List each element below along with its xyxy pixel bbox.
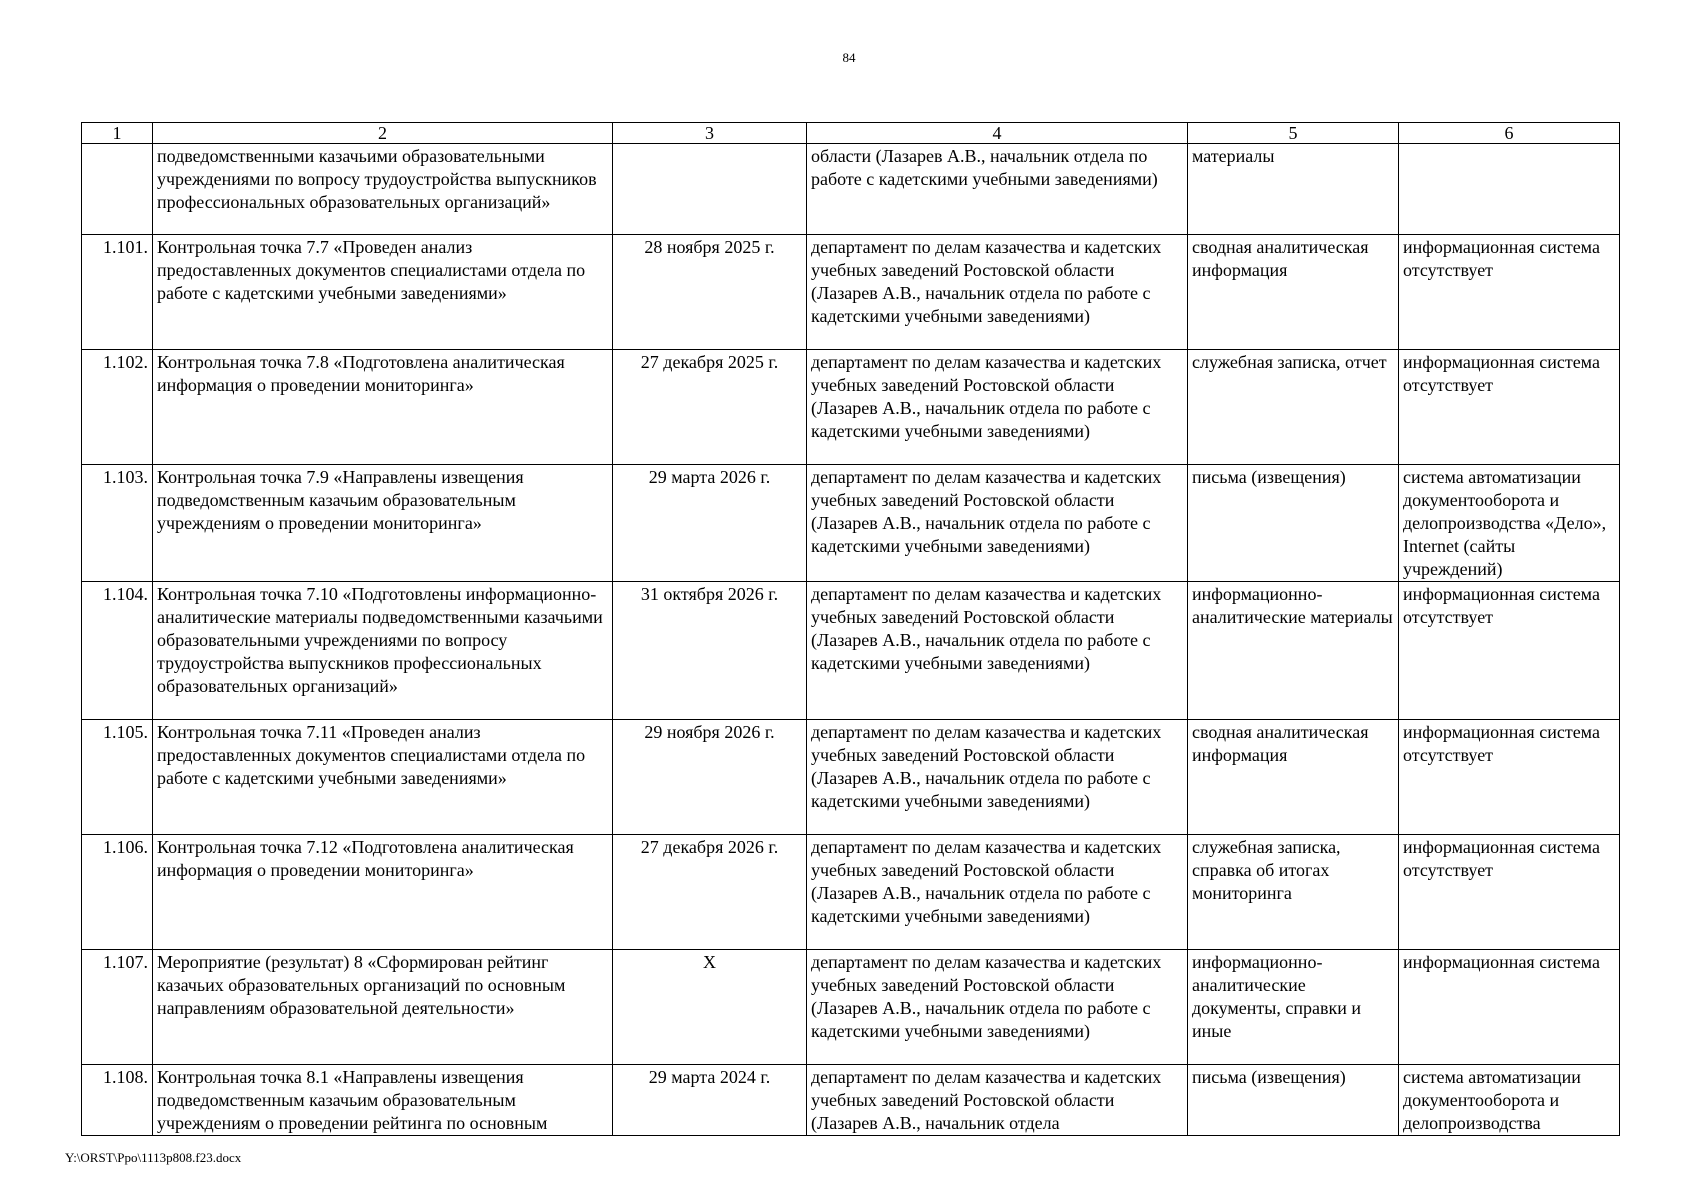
header-col-2: 2 (153, 123, 613, 144)
event-name: Контрольная точка 8.1 «Направлены извещения подведомственным казачьим образовательным учреждениям о проведении рейтинга по основным (153, 1065, 613, 1136)
table-row (82, 235, 1620, 350)
info-system: информационная система (1399, 950, 1620, 1065)
table-row (82, 582, 1620, 720)
deadline: 29 марта 2026 г. (613, 465, 807, 582)
responsible: департамент по делам казачества и кадетских учебных заведений Ростовской области (Лазарев А.В., начальник отдела по работе с кадетскими учебными заведениями) (807, 582, 1188, 720)
deadline (613, 144, 807, 235)
info-system (1399, 144, 1620, 235)
table-row (82, 950, 1620, 1065)
row-number: 1.102. (82, 350, 153, 465)
event-name: Контрольная точка 7.11 «Проведен анализ предоставленных документов специалистами отдела по работе с кадетскими учебными заведениями» (153, 720, 613, 835)
row-number: 1.104. (82, 582, 153, 720)
table-row (82, 1065, 1620, 1136)
document-type: письма (извещения) (1188, 465, 1399, 582)
row-number: 1.108. (82, 1065, 153, 1136)
event-name: Контрольная точка 7.7 «Проведен анализ предоставленных документов специалистами отдела по работе с кадетскими учебными заведениями» (153, 235, 613, 350)
document-type: сводная аналитическая информация (1188, 235, 1399, 350)
table-row (82, 465, 1620, 582)
header-col-5: 5 (1188, 123, 1399, 144)
event-name: Мероприятие (результат) 8 «Сформирован рейтинг казачьих образовательных организаций по основным направлениям образовательной деятельности» (153, 950, 613, 1065)
event-name: Контрольная точка 7.9 «Направлены извещения подведомственным казачьим образовательным учреждениям о проведении мониторинга» (153, 465, 613, 582)
header-col-4: 4 (807, 123, 1188, 144)
info-system: информационная система отсутствует (1399, 235, 1620, 350)
table-header-row (82, 123, 1620, 144)
responsible: департамент по делам казачества и кадетских учебных заведений Ростовской области (Лазарев А.В., начальник отдела по работе с кадетскими учебными заведениями) (807, 235, 1188, 350)
row-number: 1.106. (82, 835, 153, 950)
plan-table (81, 122, 1620, 1136)
deadline: 27 декабря 2026 г. (613, 835, 807, 950)
deadline: 29 ноября 2026 г. (613, 720, 807, 835)
event-name: Контрольная точка 7.12 «Подготовлена аналитическая информация о проведении мониторинга» (153, 835, 613, 950)
document-type: информационно-аналитические документы, справки и иные (1188, 950, 1399, 1065)
deadline: 29 марта 2024 г. (613, 1065, 807, 1136)
row-number: 1.107. (82, 950, 153, 1065)
deadline: 31 октября 2026 г. (613, 582, 807, 720)
header-col-3: 3 (613, 123, 807, 144)
responsible: области (Лазарев А.В., начальник отдела по работе с кадетскими учебными заведениями) (807, 144, 1188, 235)
event-name: Контрольная точка 7.10 «Подготовлены информационно-аналитические материалы подведомственными казачьими образовательными учреждениями по вопросу трудоустройства выпускников профессиональных образовательных организаций» (153, 582, 613, 720)
responsible: департамент по делам казачества и кадетских учебных заведений Ростовской области (Лазарев А.В., начальник отдела (807, 1065, 1188, 1136)
deadline: 28 ноября 2025 г. (613, 235, 807, 350)
event-name: Контрольная точка 7.8 «Подготовлена аналитическая информация о проведении мониторинга» (153, 350, 613, 465)
row-number: 1.101. (82, 235, 153, 350)
document-type: служебная записка, справка об итогах мониторинга (1188, 835, 1399, 950)
page-number: 84 (842, 50, 856, 65)
responsible: департамент по делам казачества и кадетских учебных заведений Ростовской области (Лазарев А.В., начальник отдела по работе с кадетскими учебными заведениями) (807, 350, 1188, 465)
info-system: информационная система отсутствует (1399, 582, 1620, 720)
row-number (82, 144, 153, 235)
responsible: департамент по делам казачества и кадетских учебных заведений Ростовской области (Лазарев А.В., начальник отдела по работе с кадетскими учебными заведениями) (807, 465, 1188, 582)
responsible: департамент по делам казачества и кадетских учебных заведений Ростовской области (Лазарев А.В., начальник отдела по работе с кадетскими учебными заведениями) (807, 950, 1188, 1065)
info-system: информационная система отсутствует (1399, 720, 1620, 835)
responsible: департамент по делам казачества и кадетских учебных заведений Ростовской области (Лазарев А.В., начальник отдела по работе с кадетскими учебными заведениями) (807, 720, 1188, 835)
document-type: служебная записка, отчет (1188, 350, 1399, 465)
deadline: X (613, 950, 807, 1065)
table-row (82, 835, 1620, 950)
deadline: 27 декабря 2025 г. (613, 350, 807, 465)
row-number: 1.103. (82, 465, 153, 582)
document-type: информационно-аналитические материалы (1188, 582, 1399, 720)
document-type: материалы (1188, 144, 1399, 235)
row-number: 1.105. (82, 720, 153, 835)
table-row (82, 720, 1620, 835)
footer-file-path: Y:\ORST\Ppo\1113p808.f23.docx (65, 1150, 242, 1165)
header-col-6: 6 (1399, 123, 1620, 144)
table-row (82, 350, 1620, 465)
info-system: система автоматизации документооборота и делопроизводства «Дело», Internet (сайты учреждений) (1399, 465, 1620, 582)
document-type: сводная аналитическая информация (1188, 720, 1399, 835)
table-row (82, 144, 1620, 235)
header-col-1: 1 (82, 123, 153, 144)
responsible: департамент по делам казачества и кадетских учебных заведений Ростовской области (Лазарев А.В., начальник отдела по работе с кадетскими учебными заведениями) (807, 835, 1188, 950)
event-name: подведомственными казачьими образовательными учреждениями по вопросу трудоустройства выпускников профессиональных образовательных организаций» (153, 144, 613, 235)
info-system: система автоматизации документооборота и делопроизводства (1399, 1065, 1620, 1136)
info-system: информационная система отсутствует (1399, 835, 1620, 950)
document-type: письма (извещения) (1188, 1065, 1399, 1136)
info-system: информационная система отсутствует (1399, 350, 1620, 465)
